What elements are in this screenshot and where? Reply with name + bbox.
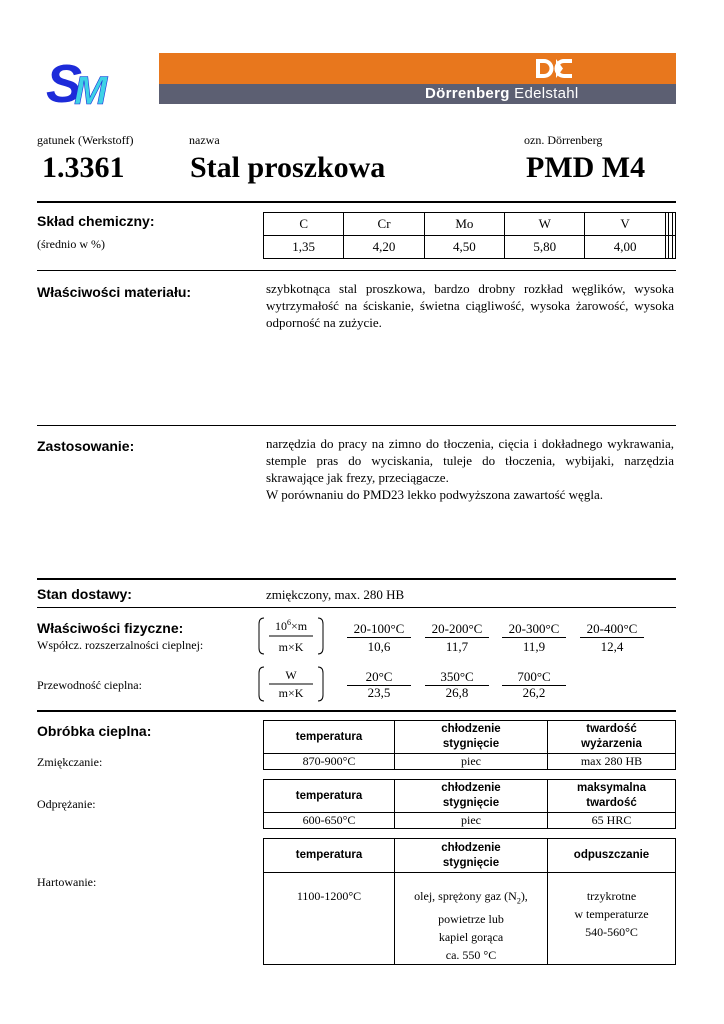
expansion-unit-bottom: m×K (278, 640, 304, 654)
expansion-value: 11,7 (445, 639, 469, 654)
value-cell: 5,80 (505, 236, 585, 259)
soft-h2: chłodzenie stygnięcie (395, 721, 548, 754)
soft-h3: twardość wyżarzenia (548, 721, 676, 754)
element-cell: C (264, 213, 344, 236)
conductivity-value: 23,5 (367, 685, 391, 700)
divider (37, 425, 676, 426)
header-gray-bar (159, 84, 676, 104)
stress-v3: 65 HRC (548, 813, 676, 829)
expansion-range: 20-100°C (347, 621, 411, 638)
material-number: 1.3361 (42, 151, 125, 184)
element-cell (672, 213, 675, 236)
svg-text:S: S (46, 54, 83, 110)
harden-table (263, 838, 676, 965)
delivery-title: Stan dostawy: (37, 586, 132, 602)
value-cell (672, 236, 675, 259)
name-label: nazwa (189, 133, 220, 147)
application-title: Zastosowanie: (37, 438, 135, 454)
soft-v1: 870-900°C (264, 754, 395, 770)
expansion-range: 20-400°C (580, 621, 644, 638)
conductivity-value: 26,8 (445, 685, 469, 700)
soft-table (263, 720, 676, 770)
element-cell: V (585, 213, 665, 236)
harden-h3: odpuszczanie (548, 839, 676, 873)
divider (37, 201, 676, 203)
application-text (266, 435, 674, 503)
divider (37, 578, 676, 580)
conductivity-temp: 20°C (347, 669, 411, 686)
material-name: Stal proszkowa (190, 151, 386, 184)
soft-v3: max 280 HB (548, 754, 676, 770)
properties-text: szybkotnąca stal proszkowa, bardzo drobny rozkład węglików, wysoka wytrzymałość na ściskanie, świetna ciągliwość, wysoka żarowość, wysoka odporność na zużycie. (266, 281, 674, 330)
stress-v1: 600-650°C (264, 813, 395, 829)
application-text-main: narzędzia do pracy na zimno do tłoczenia, cięcia i dokładnego wykrawania, stemple pras do wyciskania, tuleje do tłoczenia, wybijaki, narzędzia skrawające jak frezy, przeciągacze. (266, 436, 674, 485)
stress-h2: chłodzenie stygnięcie (395, 780, 548, 813)
doerrenberg-mark-icon (534, 57, 574, 80)
stress-v2: piec (395, 813, 548, 829)
chemical-table (263, 212, 676, 259)
conductivity-value: 26,2 (522, 685, 546, 700)
designation-value: PMD M4 (526, 151, 646, 184)
stress-h3: maksymalna twardość (548, 780, 676, 813)
element-cell: W (505, 213, 585, 236)
value-cell: 4,20 (344, 236, 424, 259)
svg-text:M: M (74, 69, 108, 110)
element-cell: Cr (344, 213, 424, 236)
harden-h1: temperatura (264, 839, 395, 873)
value-cell: 4,00 (585, 236, 665, 259)
conductivity-temp: 700°C (502, 669, 566, 686)
soft-v2: piec (395, 754, 548, 770)
soft-label: Zmiękczanie: (37, 755, 103, 769)
soft-h1: temperatura (264, 721, 395, 754)
stress-label: Odprężanie: (37, 797, 96, 811)
value-cell: 4,50 (424, 236, 504, 259)
stress-h1: temperatura (264, 780, 395, 813)
expansion-label: Współcz. rozszerzalności cieplnej: (37, 638, 204, 652)
physical-title: Właściwości fizyczne: (37, 620, 184, 636)
expansion-range: 20-300°C (502, 621, 566, 638)
designation-label: ozn. Dörrenberg (524, 133, 603, 147)
value-cell: 1,35 (264, 236, 344, 259)
sm-logo (44, 54, 124, 110)
chemical-subtitle: (średnio w %) (37, 237, 105, 251)
heat-title: Obróbka cieplna: (37, 723, 152, 739)
stress-table (263, 779, 676, 829)
harden-label: Hartowanie: (37, 875, 97, 889)
element-cell: Mo (424, 213, 504, 236)
expansion-range: 20-200°C (425, 621, 489, 638)
expansion-unit-top: $10^6\times m$ (274, 618, 308, 633)
conductivity-unit-top: W (285, 668, 297, 682)
expansion-value: 12,4 (600, 639, 624, 654)
grade-label: gatunek (Werkstoff) (37, 133, 134, 147)
harden-v2: olej, sprężony gaz $(N_2)$, powietrze lub kapiel gorąca ca. 550 °C (395, 873, 548, 965)
delivery-text: zmiękczony, max. 280 HB (266, 587, 405, 602)
divider (37, 710, 676, 712)
properties-title: Właściwości materiału: (37, 284, 192, 300)
harden-v3: trzykrotne w temperaturze 540-560°C (548, 873, 676, 965)
conductivity-label: Przewodność cieplna: (37, 678, 142, 692)
harden-v1: 1100-1200°C (264, 873, 395, 965)
header-orange-bar (159, 53, 676, 84)
conductivity-unit-bottom: m×K (278, 686, 304, 700)
divider (37, 270, 676, 271)
company-name: Dörrenberg Edelstahl (425, 85, 579, 102)
harden-h2: chłodzenie stygnięcie (395, 839, 548, 873)
divider (37, 607, 676, 608)
expansion-value: 10,6 (367, 639, 391, 654)
chemical-title: Skład chemiczny: (37, 213, 155, 229)
conductivity-temp: 350°C (425, 669, 489, 686)
expansion-value: 11,9 (522, 639, 546, 654)
application-text-note: W porównaniu do PMD23 lekko podwyższona zawartość węgla. (266, 487, 603, 502)
